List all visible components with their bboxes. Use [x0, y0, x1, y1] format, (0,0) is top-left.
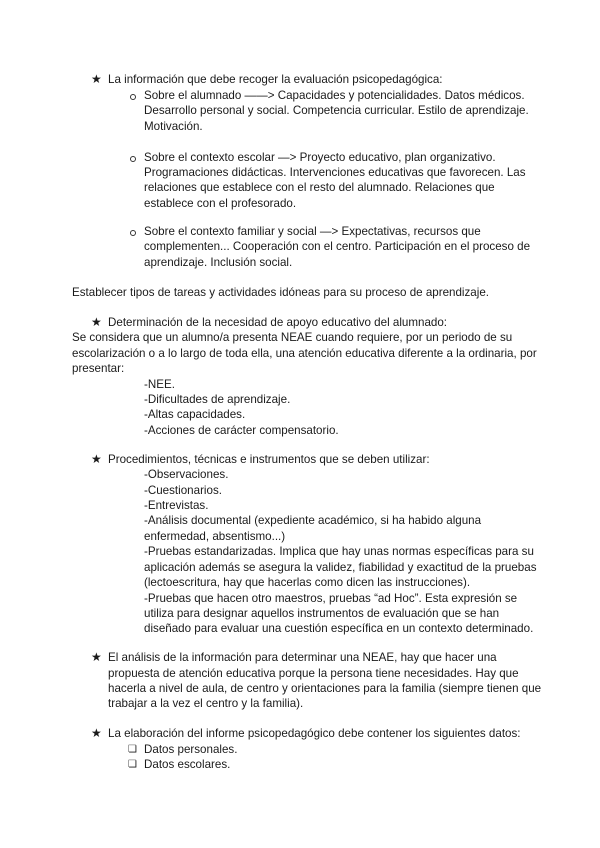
list-line: -Entrevistas. [144, 499, 209, 512]
list-line: aplicación además se asegura la validez, fiabilidad y exactitud de la pruebas [144, 561, 537, 574]
list-line: enfermedad, absentismo...) [144, 530, 286, 543]
list-line: utiliza para designar aquellos instrumentos de evaluación que se han [144, 607, 500, 620]
list-line: establece con el profesorado. [144, 197, 297, 210]
paragraph-line: trabajar a la vez el centro y la familia). [108, 697, 304, 710]
checkbox-bullet-icon: ❏ [128, 744, 137, 755]
list-line: Sobre el alumnado ——> Capacidades y potencialidades. Datos médicos. [144, 89, 525, 102]
list-line: -Dificultades de aprendizaje. [144, 393, 291, 406]
list-line: -Pruebas que hacen otro maestros, pruebas “ad Hoc”. Esta expresión se [144, 592, 518, 605]
circle-bullet-icon [130, 94, 136, 100]
list-line: diseñado para evaluar una cuestión específica en un contexto determinado. [144, 622, 534, 635]
paragraph-line: hacerla a nivel de aula, de centro y orientaciones para la familia (siempre tienen que [108, 682, 542, 695]
star-bullet-icon: ★ [91, 72, 102, 86]
list-line: aprendizaje. Inclusión social. [144, 256, 293, 269]
list-line: Datos personales. [144, 743, 238, 756]
list-line: -Observaciones. [144, 468, 229, 481]
checkbox-bullet-icon: ❏ [128, 759, 137, 770]
list-line: -Acciones de carácter compensatorio. [144, 424, 339, 437]
list-line: -Pruebas estandarizadas. Implica que hay unas normas específicas para su [144, 545, 534, 558]
list-line: Motivación. [144, 120, 203, 133]
section-heading: Determinación de la necesidad de apoyo educativo del alumnado: [108, 316, 448, 329]
circle-bullet-icon [130, 230, 136, 236]
section-heading: La elaboración del informe psicopedagógico debe contener los siguientes datos: [108, 727, 521, 740]
list-line: -Altas capacidades. [144, 408, 246, 421]
list-line: complementen... Cooperación con el centro. Participación en el proceso de [144, 240, 531, 253]
star-bullet-icon: ★ [91, 315, 102, 329]
list-line: -Análisis documental (expediente académico, si ha habido alguna [144, 514, 482, 527]
list-line: Sobre el contexto escolar —> Proyecto educativo, plan organizativo. [144, 151, 496, 164]
circle-bullet-icon [130, 156, 136, 162]
list-line: Sobre el contexto familiar y social —> Expectativas, recursos que [144, 225, 481, 238]
paragraph-line: presentar: [72, 362, 125, 375]
list-line: relaciones que establece con el resto del alumnado. Relaciones que [144, 181, 495, 194]
paragraph-line: escolarización o a lo largo de toda ella, una atención educativa diferente a la ordinaria, por [72, 347, 537, 360]
list-line: Desarrollo personal y social. Competencia curricular. Estilo de aprendizaje. [144, 104, 529, 117]
list-line: (lectoescritura, hay que hacerlas como dicen las instrucciones). [144, 576, 471, 589]
section-heading: Procedimientos, técnicas e instrumentos que se deben utilizar: [108, 453, 430, 466]
star-bullet-icon: ★ [91, 650, 102, 664]
star-bullet-icon: ★ [91, 726, 102, 740]
list-line: -Cuestionarios. [144, 484, 222, 497]
list-line: Datos escolares. [144, 758, 231, 771]
list-line: Programaciones didácticas. Intervenciones educativas que favorecen. Las [144, 166, 526, 179]
paragraph-line: Se considera que un alumno/a presenta NEAE cuando requiere, por un periodo de su [72, 331, 513, 344]
star-bullet-icon: ★ [91, 452, 102, 466]
list-line: -NEE. [144, 378, 175, 391]
paragraph-line: El análisis de la información para determinar una NEAE, hay que hacer una [108, 651, 497, 664]
paragraph-line: propuesta de atención educativa porque la persona tiene necesidades. Hay que [108, 667, 519, 680]
section-heading: La información que debe recoger la evaluación psicopedagógica: [108, 73, 443, 86]
paragraph: Establecer tipos de tareas y actividades idóneas para su proceso de aprendizaje. [72, 286, 489, 299]
